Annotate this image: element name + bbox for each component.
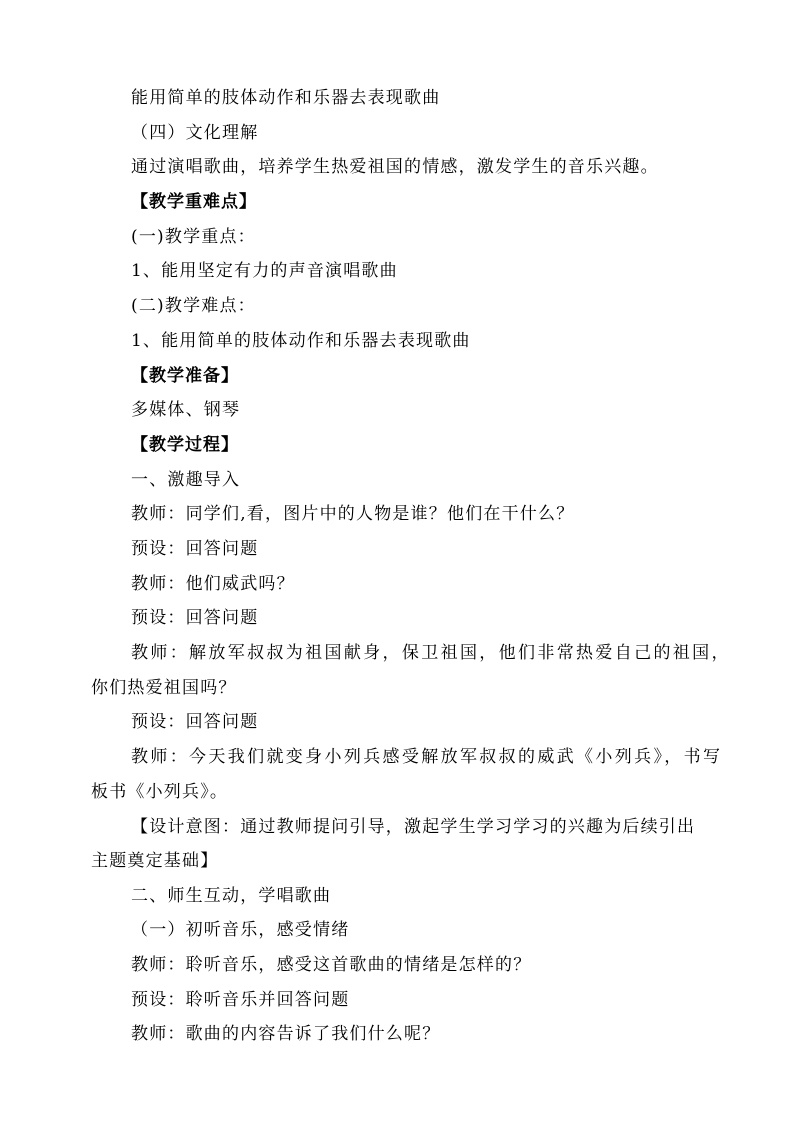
text-line: 多媒体、钢琴: [131, 400, 241, 420]
text-line: 1、能用坚定有力的声音演唱歌曲: [131, 261, 398, 281]
text-line: 1、能用简单的肢体动作和乐器去表现歌曲: [131, 331, 471, 351]
section-title: 【教学准备】: [131, 366, 239, 386]
text-line: 能用简单的肢体动作和乐器去表现歌曲: [131, 88, 441, 108]
text-line: 教师：歌曲的内容告诉了我们什么呢？: [131, 1024, 441, 1044]
section-title: 【教学过程】: [131, 435, 239, 455]
subsection-heading: 一、激趣导入: [131, 470, 241, 490]
text-line: 预设：回答问题: [131, 712, 259, 732]
text-line: 教师：他们威武吗？: [131, 574, 295, 594]
subsection-heading: (二)教学难点：: [131, 296, 256, 316]
text-line: 预设：聆听音乐并回答问题: [131, 990, 350, 1010]
text-line: 教师：今天我们就变身小列兵感受解放军叔叔的威武《小列兵》，书写: [131, 747, 723, 767]
subsection-heading: 二、师生互动，学唱歌曲: [131, 886, 332, 906]
subsection-heading: (一)教学重点：: [131, 227, 256, 247]
design-intent: 【设计意图：通过教师提问引导，激起学生学习学习的兴趣为后续引出: [131, 817, 696, 837]
subsection-heading: （一）初听音乐，感受情绪: [131, 920, 350, 940]
section-heading: （四）文化理解: [131, 123, 259, 143]
text-line: 教师：同学们,看，图片中的人物是谁？他们在干什么？: [131, 504, 575, 524]
text-line: 你们热爱祖国吗？: [91, 678, 237, 698]
design-intent: 主题奠定基础】: [91, 851, 219, 871]
text-line: 教师：聆听音乐，感受这首歌曲的情绪是怎样的？: [131, 955, 532, 975]
text-line: 板书《小列兵》。: [91, 782, 229, 802]
text-line: 教师：解放军叔叔为祖国献身，保卫祖国，他们非常热爱自己的祖国，: [131, 643, 731, 663]
text-line: 预设：回答问题: [131, 539, 259, 559]
text-line: 预设：回答问题: [131, 608, 259, 628]
text-line: 通过演唱歌曲，培养学生热爱祖国的情感，激发学生的音乐兴趣。: [131, 157, 659, 177]
section-title: 【教学重难点】: [131, 192, 257, 212]
